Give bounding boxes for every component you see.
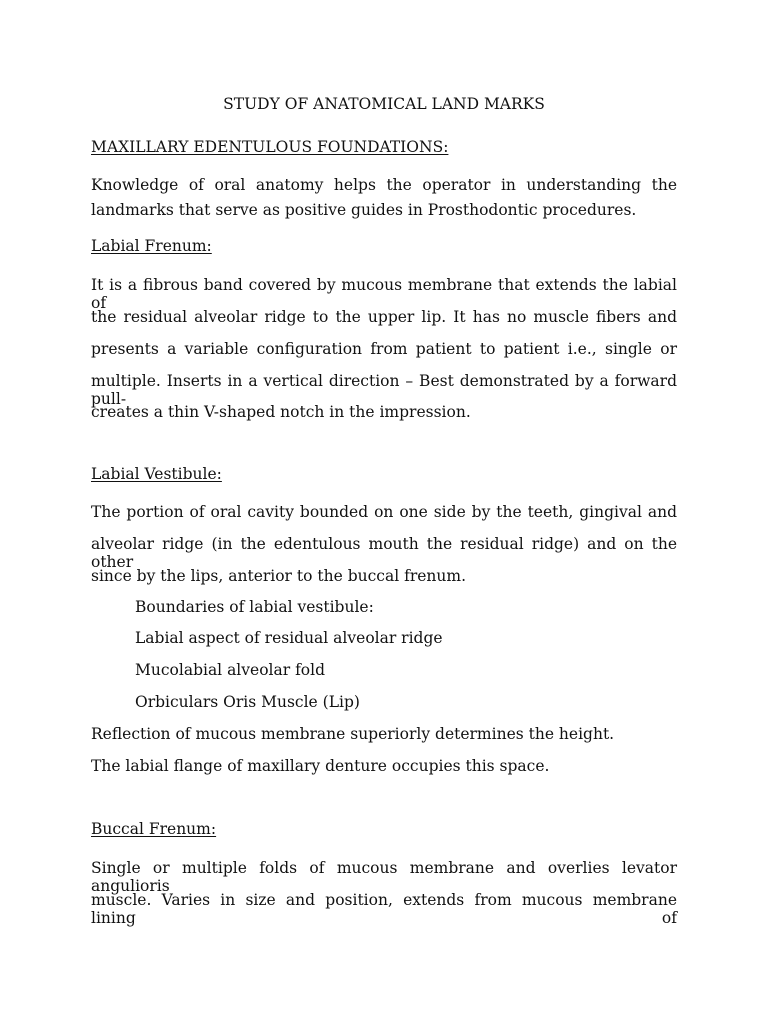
section-heading-buccal-frenum: Buccal Frenum: (91, 820, 217, 838)
body-line: Knowledge of oral anatomy helps the operator in understanding the (91, 176, 677, 194)
body-line: presents a variable configuration from patient to patient i.e., single or (91, 340, 677, 358)
body-line: The portion of oral cavity bounded on one side by the teeth, gingival and (91, 503, 677, 521)
body-line: Single or multiple folds of mucous membrane and overlies levator angulioris (91, 859, 677, 895)
list-item: Labial aspect of residual alveolar ridge (135, 629, 443, 647)
body-line: landmarks that serve as positive guides in Prosthodontic procedures. (91, 201, 637, 219)
body-line: muscle. Varies in size and position, extends from mucous membrane lining of (91, 891, 677, 927)
body-line: alveolar ridge (in the edentulous mouth the residual ridge) and on the other (91, 535, 677, 571)
body-line: It is a fibrous band covered by mucous membrane that extends the labial of (91, 276, 677, 312)
body-line: the residual alveolar ridge to the upper lip. It has no muscle fibers and (91, 308, 677, 326)
body-line: Reflection of mucous membrane superiorly determines the height. (91, 725, 615, 743)
list-item: Mucolabial alveolar fold (135, 661, 326, 679)
section-heading-maxillary: MAXILLARY EDENTULOUS FOUNDATIONS: (91, 138, 449, 156)
body-line: creates a thin V-shaped notch in the impression. (91, 403, 471, 421)
body-line: The labial flange of maxillary denture occupies this space. (91, 757, 550, 775)
body-line: multiple. Inserts in a vertical direction – Best demonstrated by a forward pull- (91, 372, 677, 408)
list-item: Boundaries of labial vestibule: (135, 598, 374, 616)
section-heading-labial-vestibule: Labial Vestibule: (91, 465, 222, 483)
list-item: Orbiculars Oris Muscle (Lip) (135, 693, 360, 711)
page-title: STUDY OF ANATOMICAL LAND MARKS (223, 95, 545, 113)
body-line: since by the lips, anterior to the buccal frenum. (91, 567, 466, 585)
section-heading-labial-frenum: Labial Frenum: (91, 237, 212, 255)
